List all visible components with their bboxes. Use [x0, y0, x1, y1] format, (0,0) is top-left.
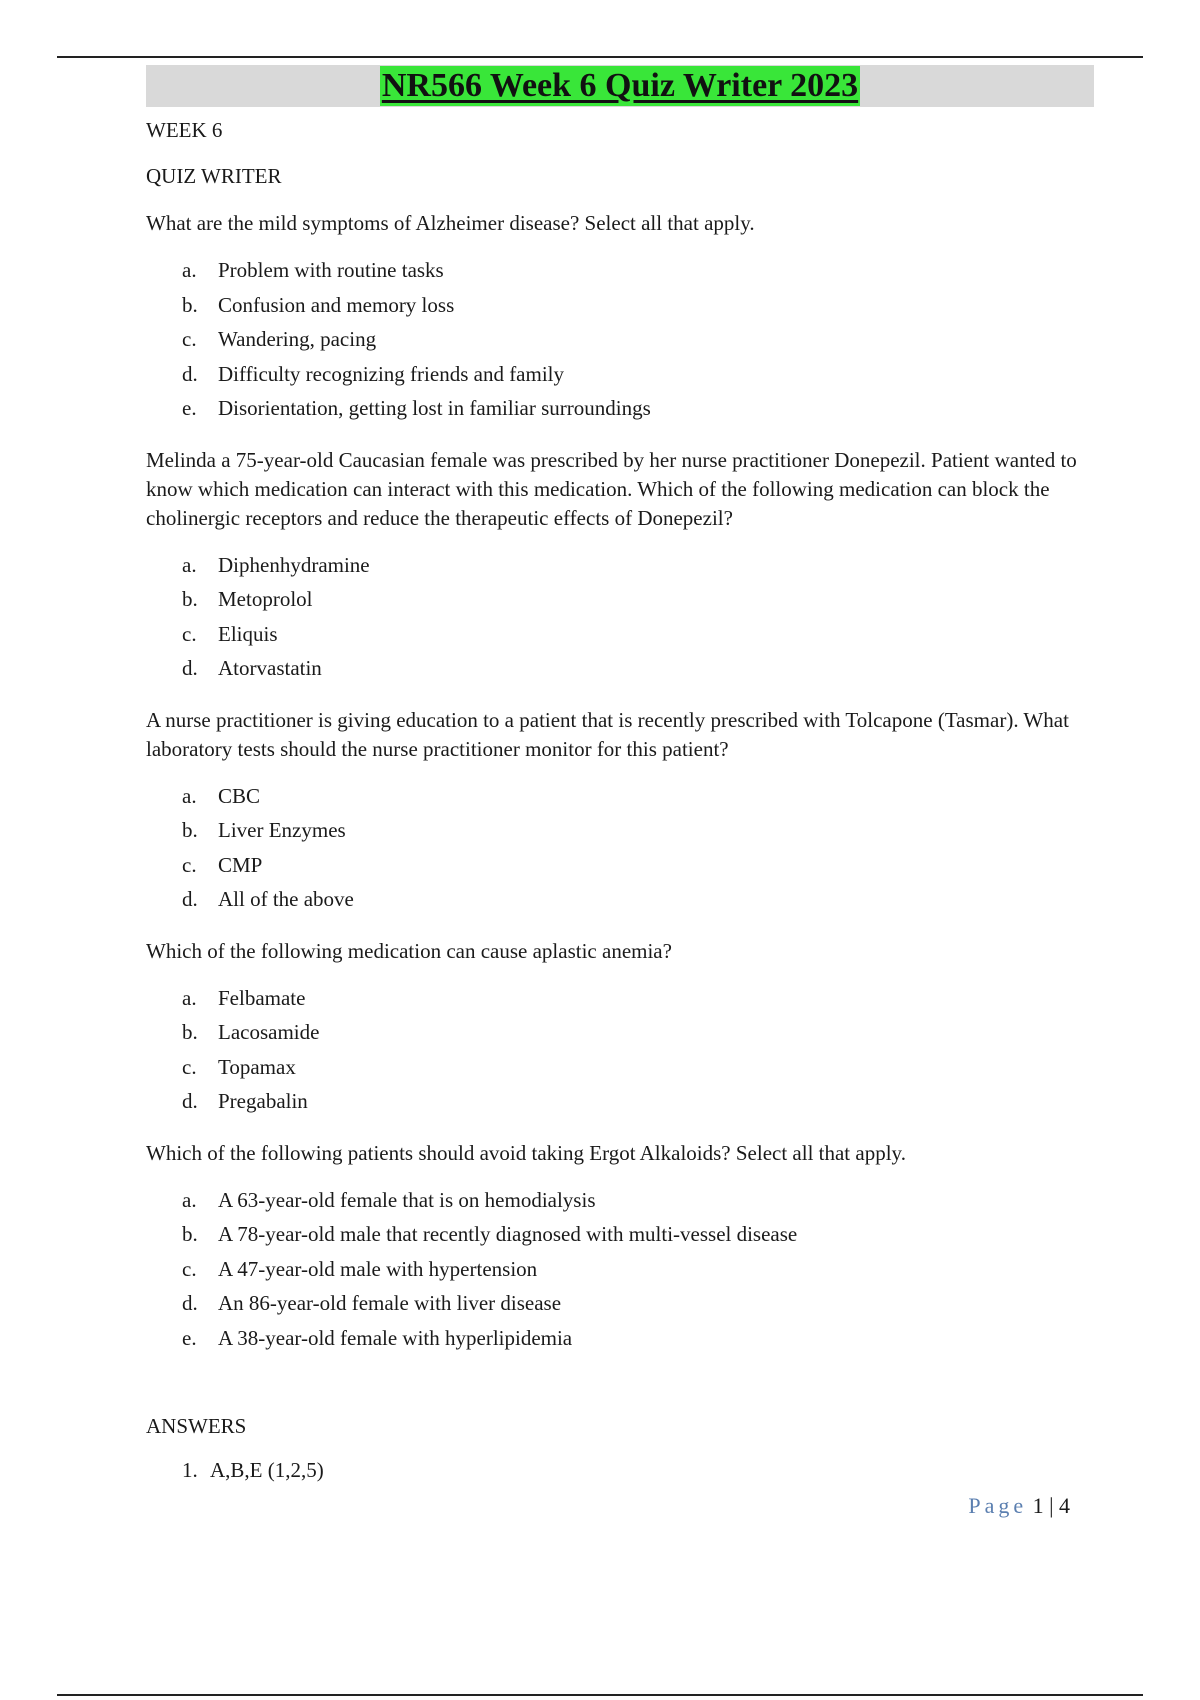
option-list: [146, 779, 1094, 917]
bottom-rule: [57, 1694, 1143, 1696]
option-text: A 78-year-old male that recently diagnosed with multi-vessel disease: [218, 1222, 798, 1246]
page-number: 1 | 4: [1032, 1493, 1070, 1518]
option-list: [146, 981, 1094, 1119]
option-letter: e.: [182, 1325, 197, 1350]
option-letter: d.: [182, 1291, 198, 1315]
top-rule: [57, 56, 1143, 58]
answer-text: A,B,E (1,2,5): [210, 1458, 324, 1482]
option-item: [146, 288, 1094, 323]
question-text: Which of the following patients should avoid taking Ergot Alkaloids? Select all that apply.: [146, 1140, 906, 1165]
option-text: Atorvastatin: [218, 656, 322, 680]
question-block: [146, 1139, 1094, 1356]
option-letter: b.: [182, 292, 198, 317]
option-letter: a.: [182, 552, 197, 577]
option-text: Problem with routine tasks: [218, 258, 444, 282]
title-band: [146, 65, 1094, 107]
option-item: [146, 981, 1094, 1016]
option-letter: c.: [182, 621, 197, 646]
option-letter: d.: [182, 1089, 198, 1113]
answer-number: 1.: [182, 1458, 198, 1482]
option-item: [146, 391, 1094, 426]
option-text: Lacosamide: [218, 1020, 320, 1044]
question-text: Which of the following medication can cause aplastic anemia?: [146, 938, 672, 963]
option-item: [146, 882, 1094, 917]
option-item: [146, 1084, 1094, 1119]
answer-item: [146, 1456, 1094, 1485]
option-letter: a.: [182, 985, 197, 1010]
option-letter: d.: [182, 887, 198, 911]
option-text: Disorientation, getting lost in familiar surroundings: [218, 396, 651, 420]
question-block: [146, 209, 1094, 426]
option-list: [146, 1183, 1094, 1356]
option-letter: a.: [182, 258, 197, 282]
option-letter: d.: [182, 656, 198, 680]
option-letter: b.: [182, 1222, 198, 1246]
option-item: [146, 617, 1094, 652]
option-text: Felbamate: [218, 985, 306, 1010]
week-label: WEEK 6: [146, 118, 223, 142]
page-footer: [930, 1492, 1070, 1520]
option-item: [146, 357, 1094, 392]
option-item: [146, 322, 1094, 357]
option-item: [146, 548, 1094, 583]
option-text: An 86-year-old female with liver disease: [218, 1291, 562, 1315]
option-text: Eliquis: [218, 621, 278, 646]
option-letter: a.: [182, 783, 197, 808]
option-letter: a.: [182, 1187, 197, 1212]
option-text: A 63-year-old female that is on hemodialysis: [218, 1187, 596, 1212]
option-text: A 38-year-old female with hyperlipidemia: [218, 1325, 573, 1350]
question-block: [146, 706, 1094, 917]
question-text: Melinda a 75-year-old Caucasian female was prescribed by her nurse practitioner Donepezil. Patient wanted to know which medication can interact with this medication. Which of the following medication can block the cholinergic receptors and reduce the therapeutic effects of Donepezil?: [146, 447, 1077, 530]
option-item: [146, 1321, 1094, 1356]
option-letter: b.: [182, 1020, 198, 1044]
option-letter: b.: [182, 587, 198, 611]
option-text: Pregabalin: [218, 1089, 308, 1113]
option-item: [146, 1286, 1094, 1321]
option-item: [146, 582, 1094, 617]
option-item: [146, 1183, 1094, 1218]
question-text: A nurse practitioner is giving education to a patient that is recently prescribed with Tolcapone (Tasmar). What laboratory tests should the nurse practitioner monitor for this patient?: [146, 707, 1069, 761]
option-letter: c.: [182, 852, 197, 877]
option-item: [146, 1217, 1094, 1252]
option-text: Diphenhydramine: [218, 552, 370, 577]
option-item: [146, 1015, 1094, 1050]
option-letter: c.: [182, 1054, 197, 1079]
option-item: [146, 1050, 1094, 1085]
option-text: A 47-year-old male with hypertension: [218, 1256, 538, 1281]
option-letter: c.: [182, 327, 197, 351]
option-text: Topamax: [218, 1054, 296, 1079]
option-text: Wandering, pacing: [218, 327, 377, 351]
option-text: CBC: [218, 783, 261, 808]
option-letter: c.: [182, 1256, 197, 1281]
option-letter: b.: [182, 818, 198, 842]
option-text: Confusion and memory loss: [218, 292, 455, 317]
answers-heading: ANSWERS: [146, 1414, 247, 1438]
option-text: Metoprolol: [218, 587, 313, 611]
page-word: Page: [968, 1493, 1028, 1518]
option-item: [146, 779, 1094, 814]
option-item: [146, 848, 1094, 883]
option-text: CMP: [218, 852, 263, 877]
document-page: [146, 65, 1094, 1485]
option-text: Difficulty recognizing friends and family: [218, 361, 565, 386]
option-item: [146, 813, 1094, 848]
option-list: [146, 548, 1094, 686]
option-item: [146, 253, 1094, 288]
quiz-label: QUIZ WRITER: [146, 164, 282, 188]
option-list: [146, 253, 1094, 426]
option-item: [146, 1252, 1094, 1287]
option-text: All of the above: [218, 887, 354, 911]
option-letter: e.: [182, 396, 197, 420]
option-letter: d.: [182, 361, 198, 386]
question-block: [146, 937, 1094, 1119]
document-title: NR566 Week 6 Quiz Writer 2023: [381, 67, 859, 104]
option-text: Liver Enzymes: [218, 818, 346, 842]
question-text: What are the mild symptoms of Alzheimer disease? Select all that apply.: [146, 211, 755, 235]
option-item: [146, 651, 1094, 686]
question-block: [146, 446, 1094, 686]
